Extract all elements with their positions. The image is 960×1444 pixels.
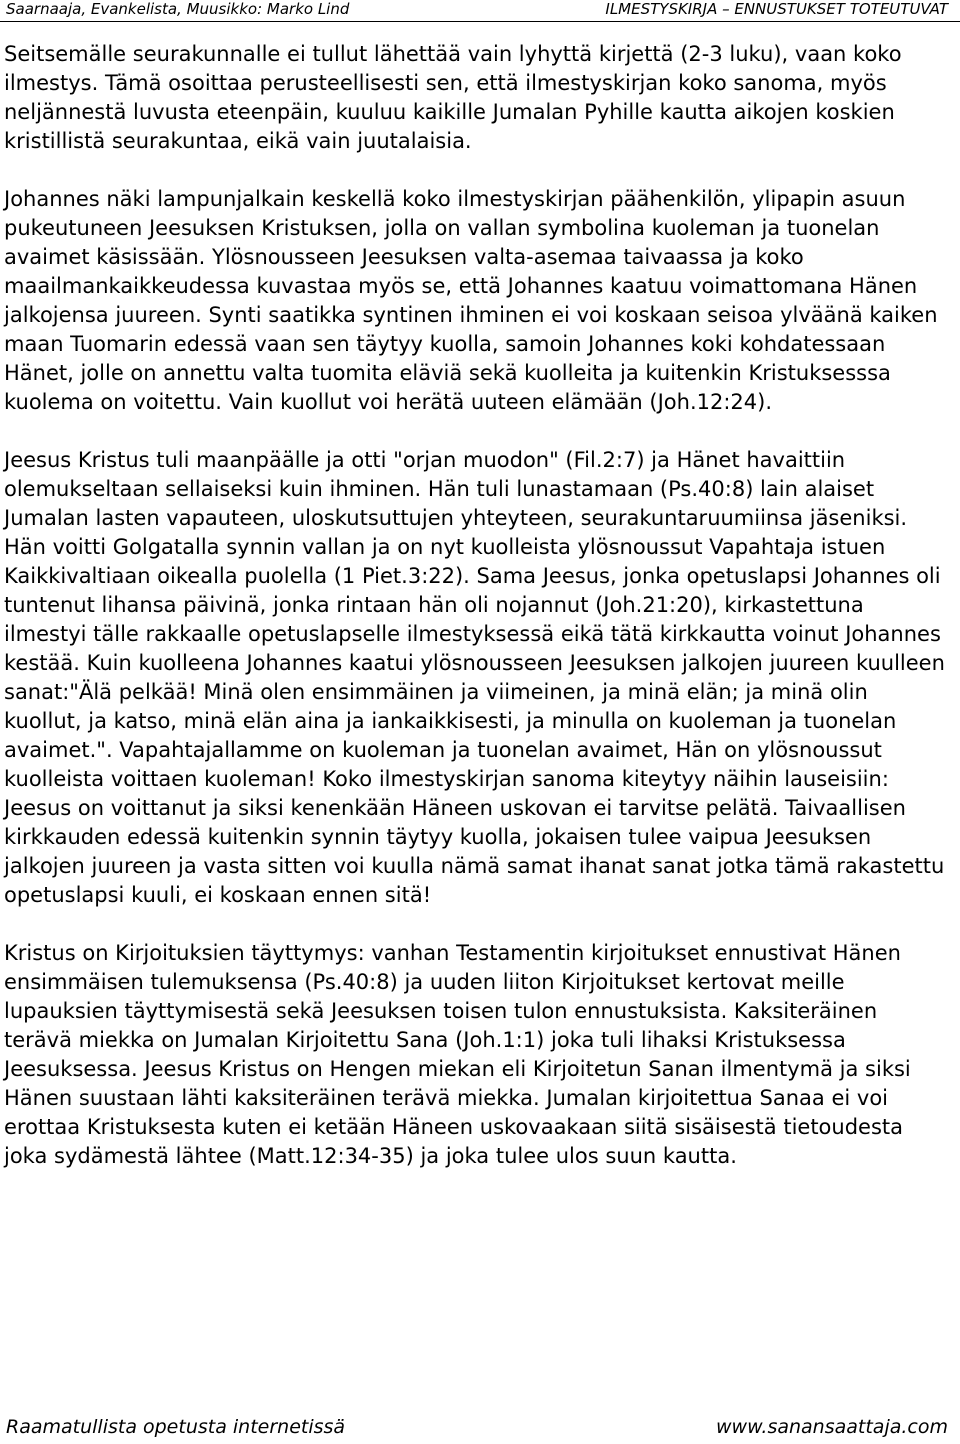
page-header <box>0 0 960 20</box>
paragraph-3: Jeesus Kristus tuli maanpäälle ja otti "orjan muodon" (Fil.2:7) ja Hänet havaittiin olemukseltaan sellaiseksi kuin ihminen. Hän tuli lunastamaan (Ps.40:8) lain alaiset Jumalan lasten vapauteen, uloskutsuttujen yhteyteen, seurakuntaruumiinsa jäseniksi. Hän voitti Golgatalla synnin vallan ja on nyt kuolleista ylösnoussut Vapahtaja istuen Kaikkivaltiaan oikealla puolella (1 Piet.3:22). Sama Jeesus, jonka opetuslapsi Johannes oli tuntenut lihansa päivinä, jonka rintaan hän oli nojannut (Joh.21:20), kirkastettuna ilmestyi tälle rakkaalle opetuslapselle ilmestyksessä eikä tätä kirkkautta voinut Johannes kestää. Kuin kuolleena Johannes kaatui ylösnousseen Jeesuksen jalkojen juureen kuulleen sanat:"Älä pelkää! Minä olen ensimmäinen ja viimeinen, ja minä elän; ja minä olin kuollut, ja katso, minä elän aina ja iankaikkisesti, ja minulla on kuoleman ja tuonelan avaimet.". Vapahtajallamme on kuoleman ja tuonelan avaimet, Hän on ylösnoussut kuolleista voittaen kuoleman! Koko ilmestyskirjan sanoma kiteytyy näihin lauseisiin: Jeesus on voittanut ja siksi kenenkään Häneen uskovan ei tarvitse pelätä. Taivaallisen kirkkauden edessä kuitenkin synnin täytyy kuolla, jokaisen tulee vaipua Jeesuksen jalkojen juureen ja vasta sitten voi kuulla nämä samat ihanat sanat jotka tämä rakastettu opetuslapsi kuuli, ei koskaan ennen sitä! <box>4 448 945 907</box>
paragraph-1: Seitsemälle seurakunnalle ei tullut lähettää vain lyhyttä kirjettä (2-3 luku), vaan koko ilmestys. Tämä osoittaa perusteellisesti sen, että ilmestyskirjan koko sanoma, myös neljännestä luvusta eteenpäin, kuuluu kaikille Jumalan Pyhille kautta aikojen koskien kristillistä seurakuntaa, eikä vain juutalaisia. <box>4 42 902 153</box>
paragraph-2: Johannes näki lampunjalkain keskellä koko ilmestyskirjan päähenkilön, ylipapin asuun pukeutuneen Jeesuksen Kristuksen, jolla on vallan symbolina kuoleman ja tuonelan avaimet käsissään. Ylösnousseen Jeesuksen valta-asemaa taivaassa ja koko maailmankaikkeudessa kuvastaa myös se, että Johannes kaatuu voimattomana Hänen jalkojensa juureen. Synti saatikka syntinen ihminen ei voi koskaan seisoa ylväänä kaiken maan Tuomarin edessä vaan sen täytyy kuolla, samoin Johannes koki kohdatessaan Hänet, jolle on annettu valta tuomita eläviä sekä kuolleita ja kuitenkin Kristuksesssa kuolema on voitettu. Vain kuollut voi herätä uuteen elämään (Joh.12:24). <box>4 187 938 414</box>
page-footer <box>0 1416 960 1440</box>
footer-website: www.sanansaattaja.com <box>716 1416 948 1438</box>
header-divider <box>0 21 960 22</box>
header-document-title: ILMESTYSKIRJA – ENNUSTUKSET TOTEUTUVAT <box>605 0 948 18</box>
paragraph-4: Kristus on Kirjoituksien täyttymys: vanhan Testamentin kirjoitukset ennustivat Hänen ensimmäisen tulemuksensa (Ps.40:8) ja uuden liiton Kirjoitukset kertovat meille lupauksien täyttymisestä sekä Jeesuksen toisen tulon ennustuksista. Kaksiteräinen terävä miekka on Jumalan Kirjoitettu Sana (Joh.1:1) joka tuli lihaksi Kristuksessa Jeesuksessa. Jeesus Kristus on Hengen miekan eli Kirjoitetun Sanan ilmentymä ja siksi Hänen suustaan lähti kaksiteräinen terävä miekka. Jumalan kirjoitettua Sanaa ei voi erottaa Kristuksesta kuten ei ketään Häneen uskovaakaan siitä sisäisestä tietoudesta joka sydämestä lähtee (Matt.12:34-35) ja joka tulee ulos suun kautta. <box>4 941 911 1168</box>
footer-tagline: Raamatullista opetusta internetissä <box>6 1416 346 1438</box>
header-author: Saarnaaja, Evankelista, Muusikko: Marko Lind <box>6 0 350 18</box>
document-body <box>4 40 950 1171</box>
